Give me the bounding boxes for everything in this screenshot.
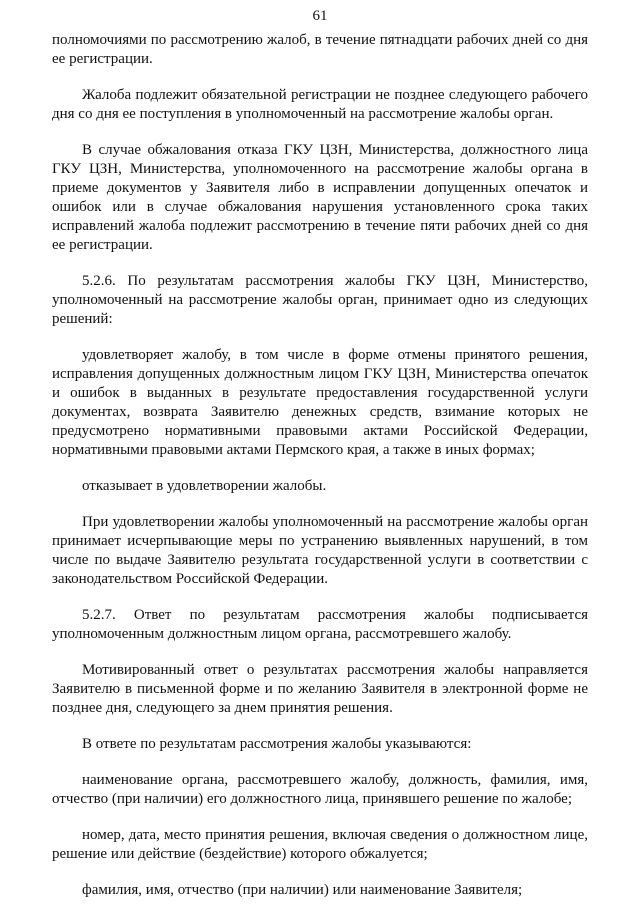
document-page [52,0,588,905]
paragraph-organ-name: наименование органа, рассмотревшего жалобу, должность, фамилия, имя, отчество (при наличии) его должностного лица, принявшего решение по жалобе; [52,772,588,807]
paragraph-decision-details: номер, дата, место принятия решения, включая сведения о должностном лице, решение или действие (бездействие) которого обжалуется; [52,827,588,862]
document-body [52,31,588,917]
paragraph-5-2-7: 5.2.7. Ответ по результатам рассмотрения жалобы подписывается уполномоченным должностным лицом органа, рассмотревшего жалобу. [52,607,588,642]
paragraph-registration: Жалоба подлежит обязательной регистрации не позднее следующего рабочего дня со дня ее поступления в уполномоченный на рассмотрение жалобы орган. [52,87,588,122]
paragraph-refusal-appeal: В случае обжалования отказа ГКУ ЦЗН, Министерства, должностного лица ГКУ ЦЗН, Министерства, уполномоченного на рассмотрение жалобы органа в приеме документов у Заявителя либо в исправлении допущенных опечаток и ошибок или в случае обжалования нарушения установленного срока таких исправлений жалоба подлежит рассмотрению в течение пяти рабочих дней со дня ее регистрации. [52,142,588,253]
paragraph-satisfies-complaint: удовлетворяет жалобу, в том числе в форме отмены принятого решения, исправления допущенных должностным лицом ГКУ ЦЗН, Министерства опечаток и ошибок в выданных в результате предоставления государственной услуги документах, возврата Заявителю денежных средств, взимание которых не предусмотрено нормативными правовыми актами Российской Федерации, нормативными правовыми актами Пермского края, а также в иных формах; [52,347,588,458]
page-number: 61 [312,8,328,24]
paragraph-motivated-answer: Мотивированный ответ о результатах рассмотрения жалобы направляется Заявителю в письменной форме и по желанию Заявителя в электронной форме не позднее дня, следующего за днем принятия решения. [52,662,588,716]
paragraph-answer-contents: В ответе по результатам рассмотрения жалобы указываются: [82,736,472,752]
paragraph-continuation: полномочиями по рассмотрению жалоб, в течение пятнадцати рабочих дней со дня ее регистрации. [52,32,588,67]
paragraph-remedy-measures: При удовлетворении жалобы уполномоченный на рассмотрение жалобы орган принимает исчерпывающие меры по устранению выявленных нарушений, в том числе по выдаче Заявителю результата государственной услуги в соответствии с законодательством Российской Федерации. [52,514,588,587]
paragraph-applicant-name: фамилия, имя, отчество (при наличии) или наименование Заявителя; [82,882,523,898]
paragraph-5-2-6: 5.2.6. По результатам рассмотрения жалобы ГКУ ЦЗН, Министерство, уполномоченный на рассмотрение жалобы орган, принимает одно из следующих решений: [52,273,588,327]
paragraph-refuses-complaint: отказывает в удовлетворении жалобы. [82,478,327,494]
